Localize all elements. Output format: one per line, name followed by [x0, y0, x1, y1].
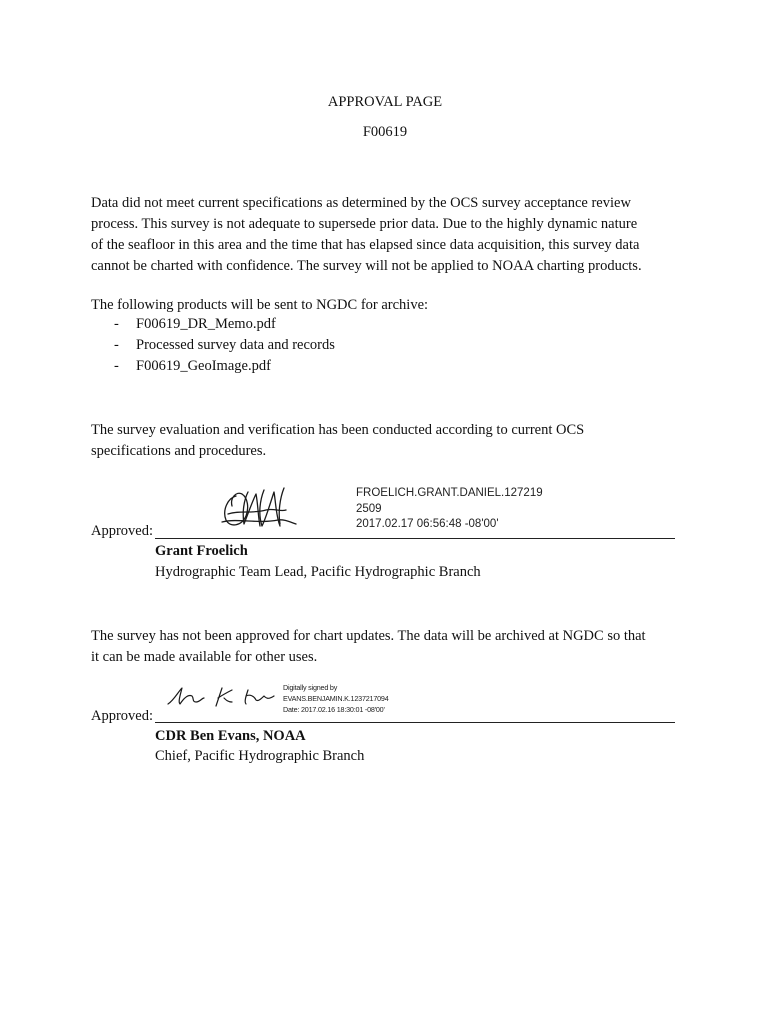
approved-label: Approved: [91, 523, 154, 539]
digital-signature-caption: Digitally signed by [283, 683, 338, 692]
list-marker: - [114, 316, 119, 332]
signer-id: EVANS.BENJAMIN.K.1237217094 [283, 694, 389, 703]
products-intro: The following products will be sent to NGDC for archive: [91, 297, 429, 313]
paragraph-line: specifications and procedures. [91, 443, 267, 459]
approver-title: Chief, Pacific Hydrographic Branch [155, 748, 365, 764]
digital-signature-stamp-1 [356, 486, 543, 533]
paragraph-line: process. This survey is not adequate to supersede prior data. Due to the highly dynamic nature [91, 216, 638, 232]
product-name: F00619_GeoImage.pdf [136, 358, 271, 374]
list-marker: - [114, 337, 119, 353]
paragraph-line: of the seafloor in this area and the time that has elapsed since data acquisition, this survey data [91, 237, 640, 253]
signature-date: Date: 2017.02.16 18:30:01 -08'00' [283, 705, 385, 714]
paragraph-line: Data did not meet current specifications as determined by the OCS survey acceptance review [91, 195, 631, 211]
signature-date: 2017.02.17 06:56:48 -08'00' [356, 518, 499, 530]
handwritten-signature-evans [164, 684, 280, 710]
signature-line [155, 538, 675, 539]
paragraph-line: cannot be charted with confidence. The survey will not be applied to NOAA charting products. [91, 258, 642, 274]
paragraph-line: The survey evaluation and verification has been conducted according to current OCS [91, 422, 585, 438]
evaluation-paragraph [91, 420, 691, 462]
product-name: F00619_DR_Memo.pdf [136, 316, 276, 332]
paragraph-line: it can be made available for other uses. [91, 649, 318, 665]
paragraph-line: The survey has not been approved for chart updates. The data will be archived at NGDC so that [91, 628, 646, 644]
approver-name: CDR Ben Evans, NOAA [155, 728, 306, 744]
page-title: APPROVAL PAGE [327, 94, 443, 110]
digital-signature-stamp-2 [283, 682, 389, 715]
acceptance-paragraph [91, 193, 691, 277]
signature-line [155, 722, 675, 723]
approved-label: Approved: [91, 708, 154, 724]
list-marker: - [114, 358, 119, 374]
product-name: Processed survey data and records [136, 337, 335, 353]
approver-name: Grant Froelich [155, 543, 248, 559]
signer-id-continued: 2509 [356, 502, 382, 515]
survey-id: F00619 [362, 124, 408, 140]
approver-title: Hydrographic Team Lead, Pacific Hydrographic Branch [155, 564, 481, 580]
signer-id: FROELICH.GRANT.DANIEL.127219 [356, 487, 543, 499]
archive-paragraph [91, 626, 691, 668]
handwritten-signature-froelich [218, 484, 300, 532]
